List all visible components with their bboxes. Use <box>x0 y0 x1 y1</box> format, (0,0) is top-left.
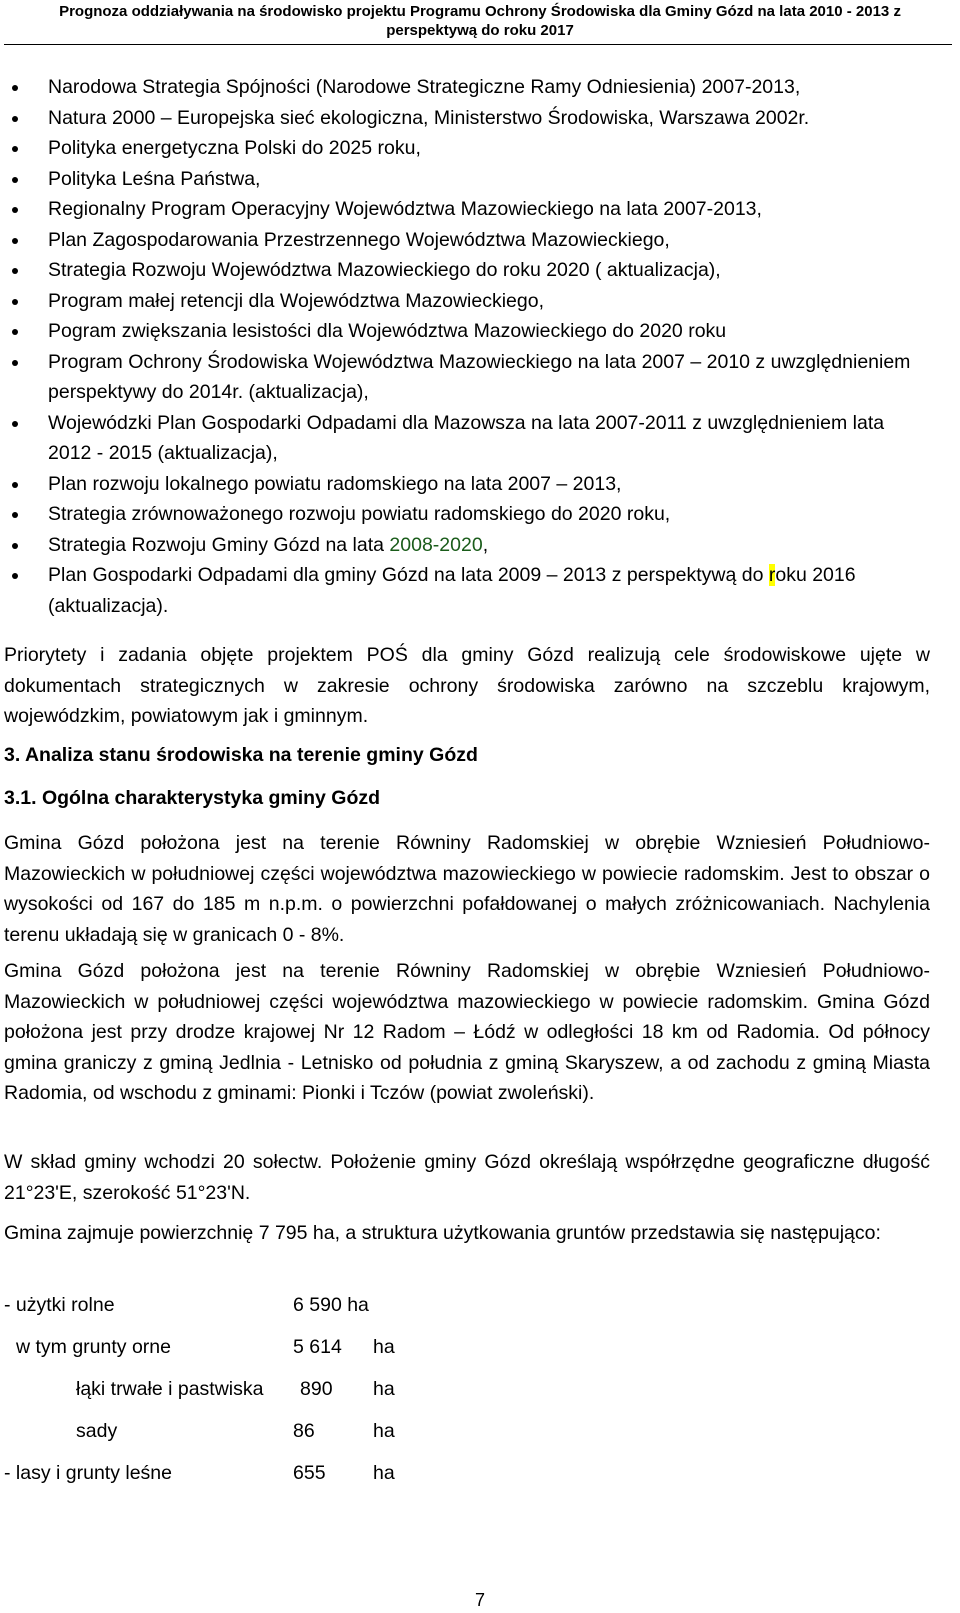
bullet-icon <box>12 207 18 213</box>
bullet-icon <box>12 573 18 579</box>
page-header <box>0 2 960 40</box>
land-use-unit: ha <box>373 1378 395 1400</box>
years-text: 2008-2020 <box>389 533 483 556</box>
section-heading-3-1: 3.1. Ogólna charakterystyka gminy Gózd <box>4 787 381 809</box>
header-line-2: perspektywą do roku 2017 <box>386 22 574 39</box>
land-use-unit: ha <box>373 1336 395 1358</box>
list-item: Regionalny Program Operacyjny Województwa Mazowieckiego na lata 2007-2013, <box>0 194 960 225</box>
bullet-icon <box>12 421 18 427</box>
land-use-label: - użytki rolne <box>4 1294 115 1316</box>
list-item: Pogram zwiększania lesistości dla Województwa Mazowieckiego do 2020 roku <box>0 316 960 347</box>
land-use-unit: ha <box>373 1420 395 1442</box>
general-paragraph-2: Gmina Gózd położona jest na terenie Równiny Radomskiej w obrębie Wzniesień Południowo-Mazowieckich w południowej części województwa mazowieckiego w powiecie radomskim. Gmina Gózd położona jest przy drodze krajowej Nr 12 Radom – Łódź w odległości 18 km od Radomia. Od północy gmina graniczy z gminą Jedlnia - Letnisko od południa z gminą Skaryszew, a od zachodu z gminą Miasta Radomia, od wschodu z gminami: Pionki i Tczów (powiat zwoleński). <box>4 960 930 1104</box>
bullet-icon <box>12 268 18 274</box>
bullet-icon <box>12 482 18 488</box>
list-item: Strategia Rozwoju Gminy Gózd na lata 2008-2020, <box>0 530 960 561</box>
land-use-value: 6 590 ha <box>293 1294 369 1316</box>
page-number: 7 <box>474 1590 485 1610</box>
list-item: Plan Zagospodarowania Przestrzennego Województwa Mazowieckiego, <box>0 225 960 256</box>
list-item: Plan rozwoju lokalnego powiatu radomskiego na lata 2007 – 2013, <box>0 469 960 500</box>
strategic-documents-list <box>0 72 960 621</box>
priorities-paragraph: Priorytety i zadania objęte projektem POŚ dla gminy Gózd realizują cele środowiskowe ujęte w dokumentach strategicznych w zakresie ochrony środowiska zarówno na szczeblu krajowym, wojewódzkim, powiatowym jak i gminnym. <box>4 644 930 727</box>
header-line-1: Prognoza oddziaływania na środowisko projektu Programu Ochrony Środowiska dla Gminy Gózd na lata 2010 - 2013 z <box>59 3 901 20</box>
bullet-icon <box>12 85 18 91</box>
bullet-icon <box>12 238 18 244</box>
list-item: Strategia zrównoważonego rozwoju powiatu radomskiego do 2020 roku, <box>0 499 960 530</box>
bullet-icon <box>12 177 18 183</box>
list-item: Program małej retencji dla Województwa Mazowieckiego, <box>0 286 960 317</box>
list-item: Narodowa Strategia Spójności (Narodowe Strategiczne Ramy Odniesienia) 2007-2013, <box>0 72 960 103</box>
list-item: Plan Gospodarki Odpadami dla gminy Gózd na lata 2009 – 2013 z perspektywą do roku 2016 (aktualizacja). <box>0 560 960 621</box>
land-use-value: 5 614 <box>293 1336 342 1358</box>
land-use-label: - lasy i grunty leśne <box>4 1462 172 1484</box>
land-use-value: 890 <box>300 1378 333 1400</box>
highlighted-text: r <box>768 564 776 586</box>
list-item: Wojewódzki Plan Gospodarki Odpadami dla Mazowsza na lata 2007-2011 z uwzględnieniem lata 2012 - 2015 (aktualizacja), <box>0 408 960 469</box>
list-item: Natura 2000 – Europejska sieć ekologiczna, Ministerstwo Środowiska, Warszawa 2002r. <box>0 103 960 134</box>
bullet-icon <box>12 543 18 549</box>
list-item: Strategia Rozwoju Województwa Mazowieckiego do roku 2020 ( aktualizacja), <box>0 255 960 286</box>
bullet-icon <box>12 146 18 152</box>
bullet-icon <box>12 329 18 335</box>
land-use-label: łąki trwałe i pastwiska <box>76 1378 264 1400</box>
header-divider <box>4 44 952 45</box>
villages-paragraph: W skład gminy wchodzi 20 sołectw. Położenie gminy Gózd określają współrzędne geograficzne długość 21°23'E, szerokość 51°23'N. <box>4 1151 930 1204</box>
list-item: Program Ochrony Środowiska Województwa Mazowieckiego na lata 2007 – 2010 z uwzględnieniem perspektywy do 2014r. (aktualizacja), <box>0 347 960 408</box>
land-use-label: sady <box>76 1420 118 1442</box>
bullet-icon <box>12 116 18 122</box>
bullet-icon <box>12 360 18 366</box>
bullet-icon <box>12 299 18 305</box>
section-heading-3: 3. Analiza stanu środowiska na terenie gminy Gózd <box>4 744 478 766</box>
list-item: Polityka Leśna Państwa, <box>0 164 960 195</box>
land-use-label: w tym grunty orne <box>16 1336 171 1358</box>
general-paragraph-1: Gmina Gózd położona jest na terenie Równiny Radomskiej w obrębie Wzniesień Południowo-Mazowieckich w południowej części województwa mazowieckiego w powiecie radomskim. Jest to obszar o wysokości od 167 do 185 m n.p.m. o powierzchni pofałdowanej o małych zróżnicowaniach. Nachylenia terenu układają się w granicach 0 - 8%. <box>4 832 930 946</box>
land-use-unit: ha <box>373 1462 395 1484</box>
bullet-icon <box>12 512 18 518</box>
area-paragraph: Gmina zajmuje powierzchnię 7 795 ha, a struktura użytkowania gruntów przedstawia się następująco: <box>4 1222 881 1244</box>
list-item: Polityka energetyczna Polski do 2025 roku, <box>0 133 960 164</box>
land-use-value: 86 <box>293 1420 315 1442</box>
land-use-value: 655 <box>293 1462 326 1484</box>
